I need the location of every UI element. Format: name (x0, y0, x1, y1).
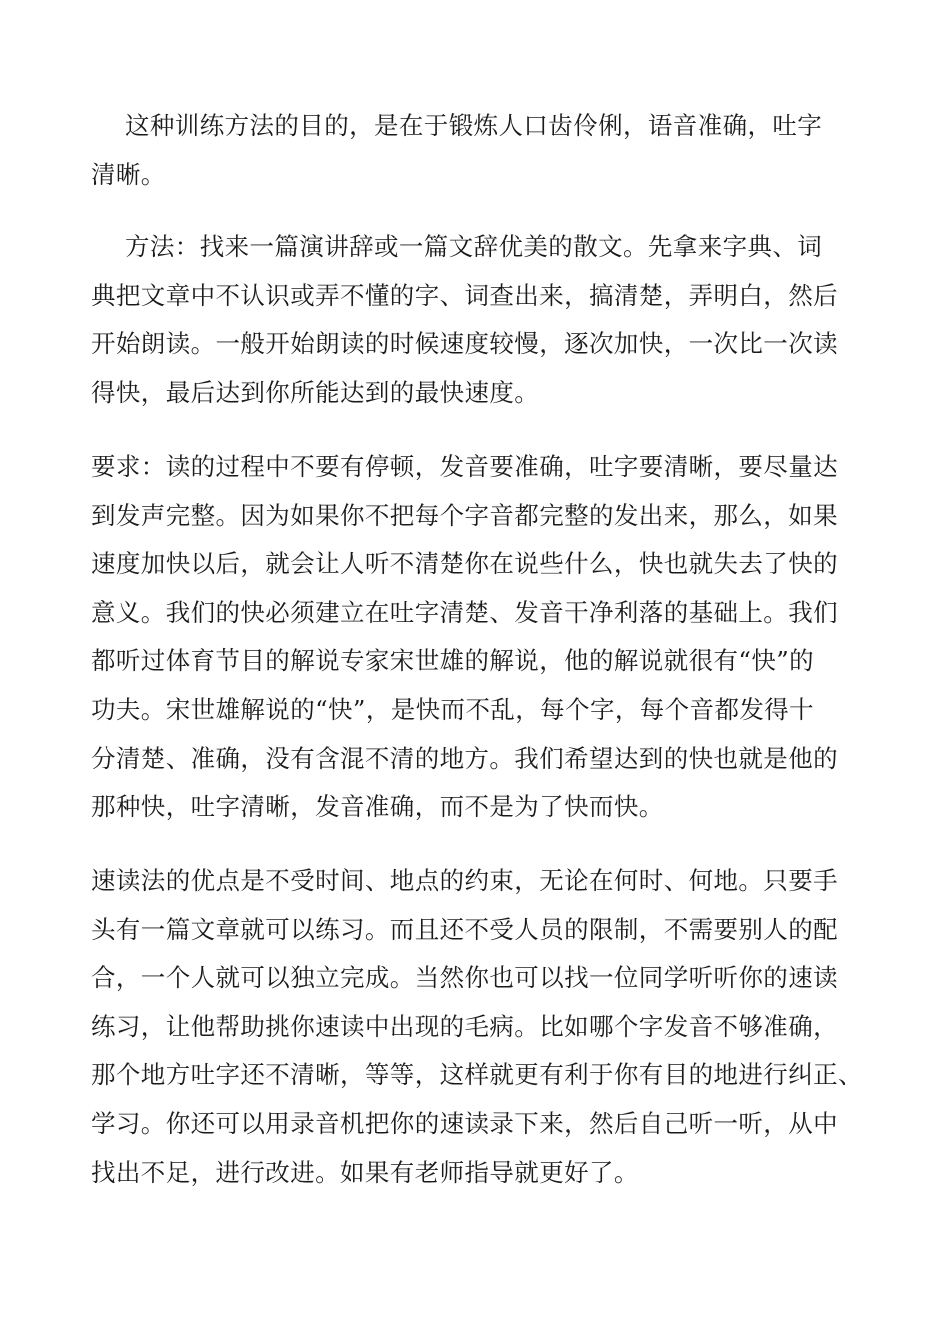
text-line: 那个地方吐字还不清晰，等等，这样就更有利于你有目的地进行纠正、 (91, 1060, 863, 1090)
text-line: 得快，最后达到你所能达到的最快速度。 (91, 377, 540, 407)
paragraph-advantages (91, 857, 871, 1197)
text-line: 练习，让他帮助挑你速读中出现的毛病。比如哪个字发音不够准确， (91, 1011, 838, 1041)
text-line: 那种快，吐字清晰，发音准确，而不是为了快而快。 (91, 792, 664, 822)
text-line: 学习。你还可以用录音机把你的速读录下来，然后自己听一听，从中 (91, 1108, 838, 1138)
paragraph-purpose (91, 102, 871, 199)
text-line: 要求：读的过程中不要有停顿，发音要准确，吐字要清晰，要尽量达 (91, 452, 838, 481)
text-line: 头有一篇文章就可以练习。而且还不受人员的限制，不需要别人的配 (91, 914, 838, 944)
paragraph-requirements (91, 443, 871, 832)
text-line: 典把文章中不认识或弄不懂的字、词查出来，搞清楚，弄明白，然后 (91, 280, 838, 310)
text-line: 分清楚、准确，没有含混不清的地方。我们希望达到的快也就是他的 (91, 743, 838, 773)
paragraph-method (91, 223, 871, 417)
text-line: 合，一个人就可以独立完成。当然你也可以找一位同学听听你的速读 (91, 963, 838, 993)
text-line: 功夫。宋世雄解说的“快”，是快而不乱，每个字，每个音都发得十 (91, 694, 815, 724)
text-line: 都听过体育节目的解说专家宋世雄的解说，他的解说就很有“快”的 (91, 646, 815, 676)
text-line: 速读法的优点是不受时间、地点的约束，无论在何时、何地。只要手 (91, 866, 838, 895)
text-line: 这种训练方法的目的，是在于锻炼人口齿伶俐，语音准确，吐字 (125, 111, 823, 140)
text-line: 速度加快以后，就会让人听不清楚你在说些什么，快也就失去了快的 (91, 549, 838, 579)
text-line: 方法：找来一篇演讲辞或一篇文辞优美的散文。先拿来字典、词 (125, 232, 823, 261)
text-line: 到发声完整。因为如果你不把每个字音都完整的发出来，那么，如果 (91, 500, 838, 530)
text-line: 开始朗读。一般开始朗读的时候速度较慢，逐次加快，一次比一次读 (91, 329, 838, 359)
text-line: 意义。我们的快必须建立在吐字清楚、发音干净利落的基础上。我们 (91, 597, 838, 627)
text-line: 找出不足，进行改进。如果有老师指导就更好了。 (91, 1157, 639, 1187)
text-line: 清晰。 (91, 159, 166, 189)
